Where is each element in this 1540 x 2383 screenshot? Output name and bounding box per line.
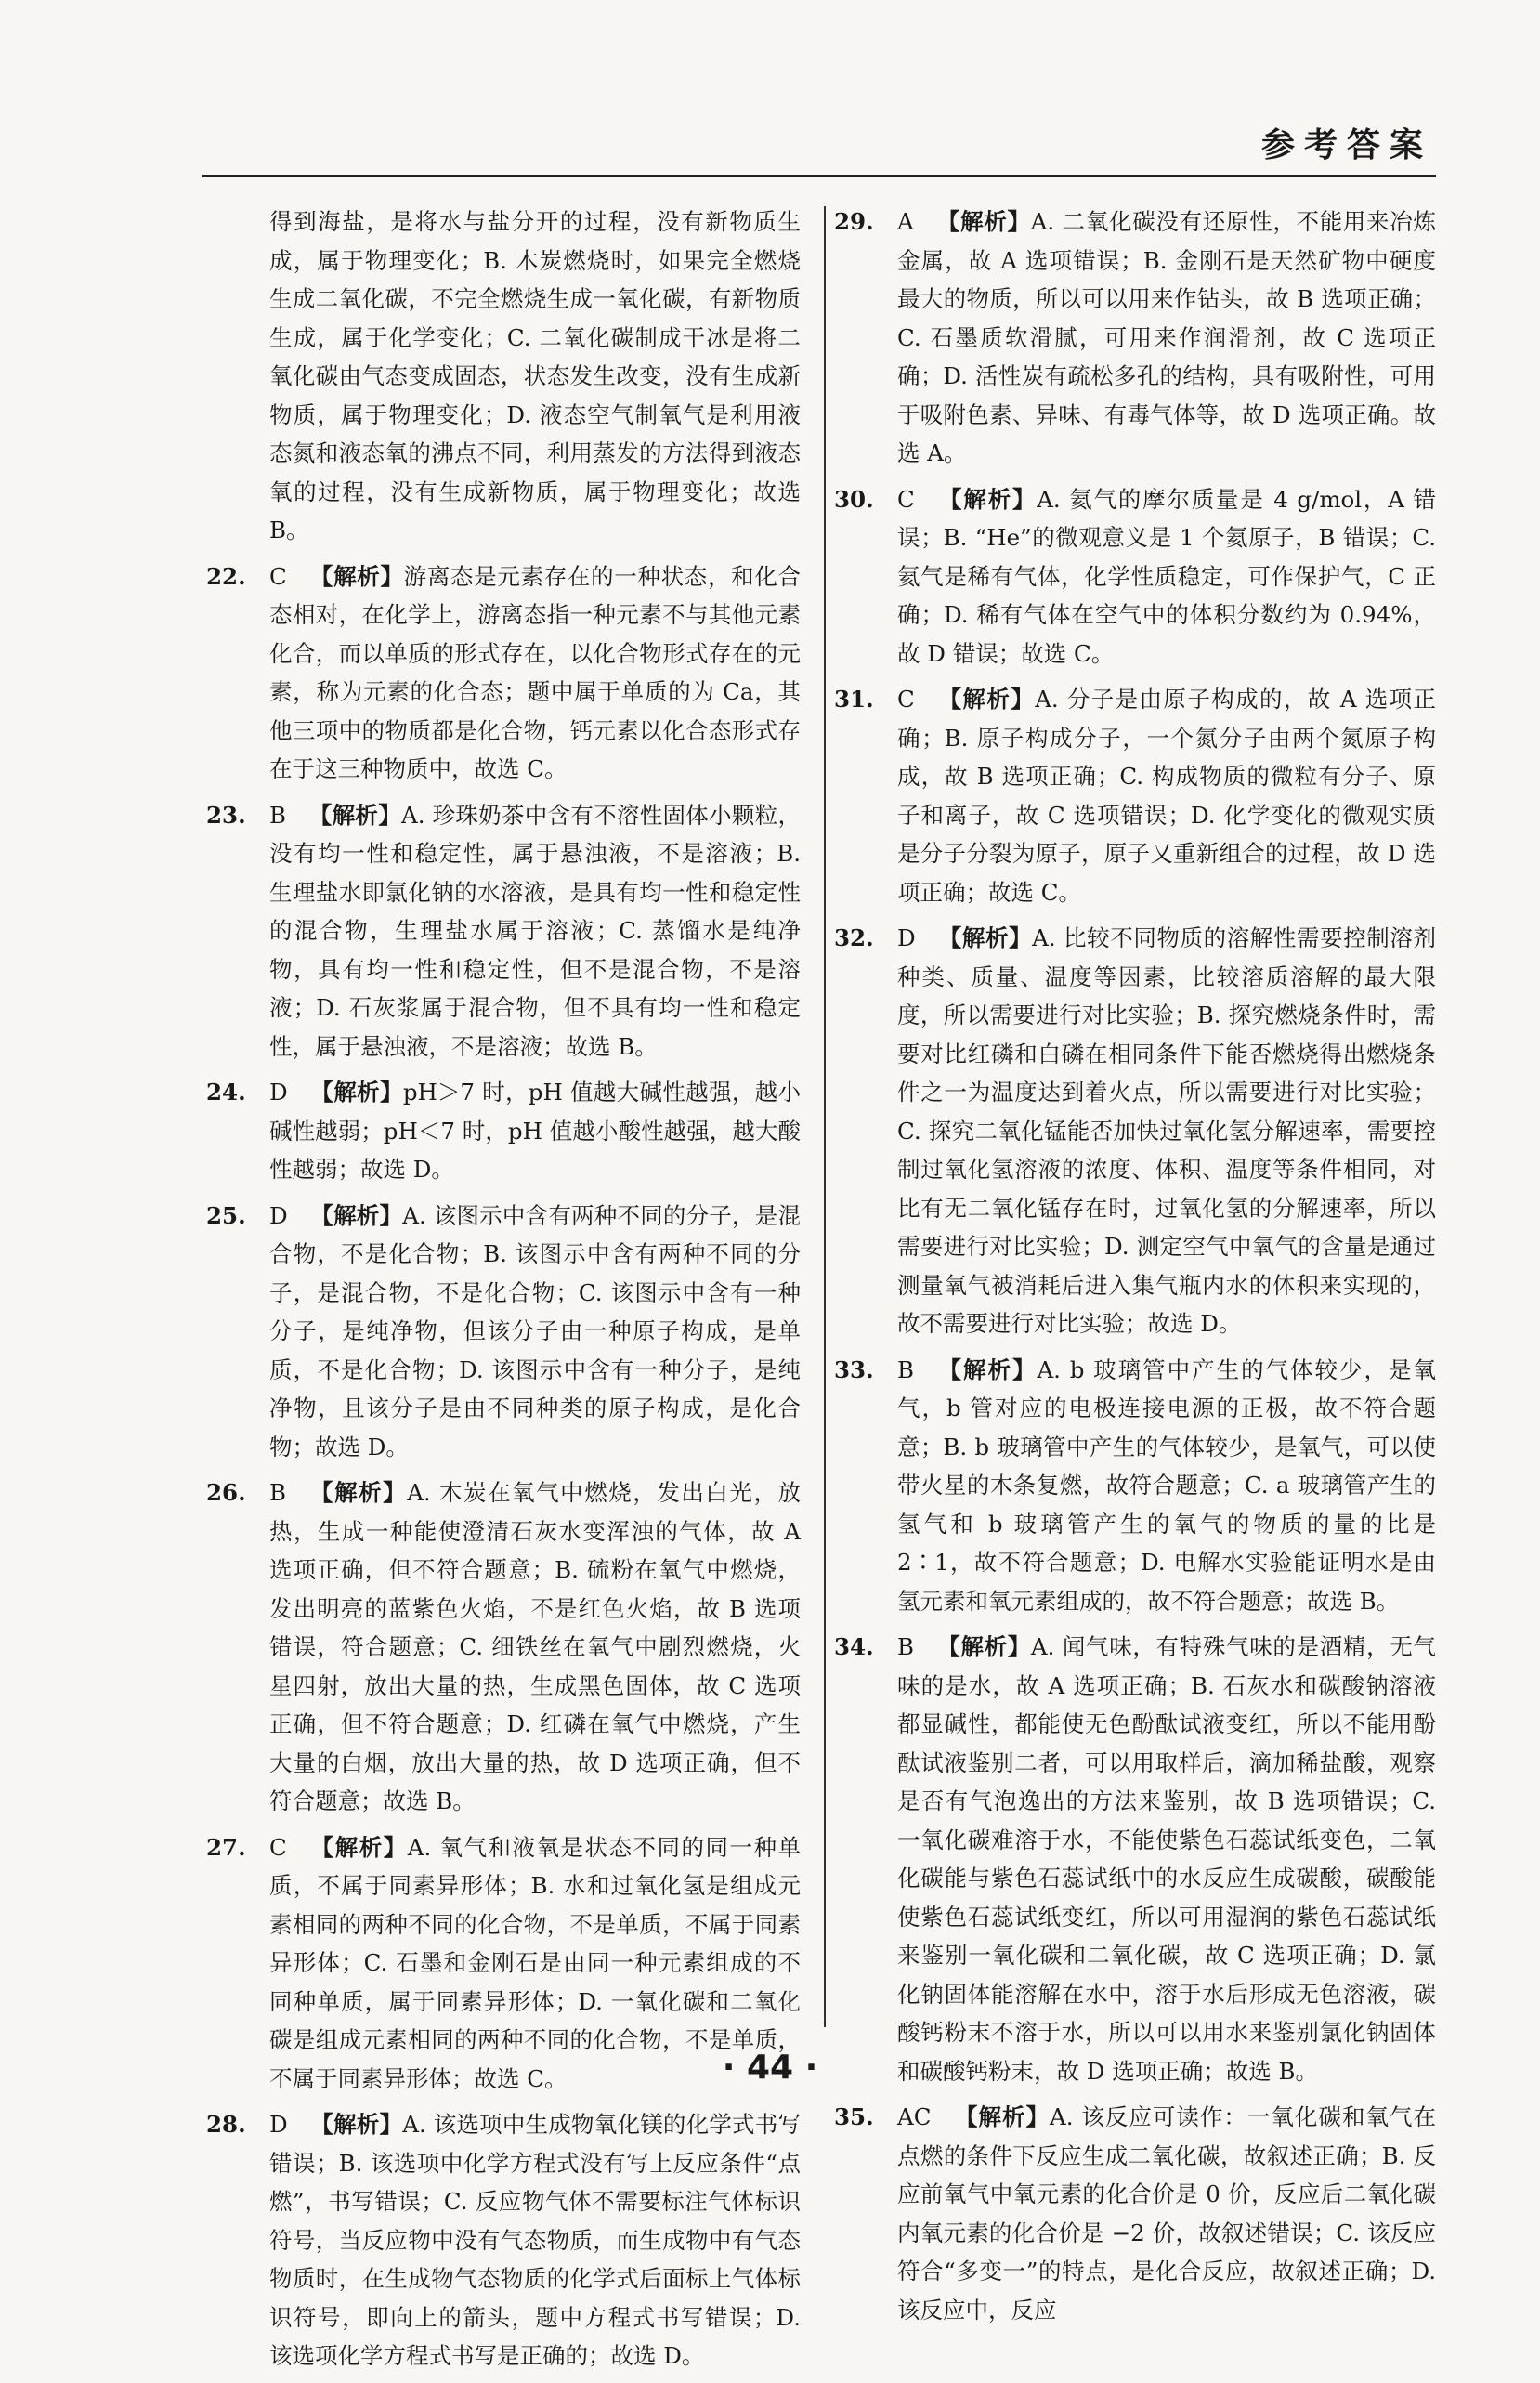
- answer-entry: [206, 796, 801, 1067]
- answer-choice: D: [269, 2111, 288, 2138]
- explanation-text: pH＞7 时，pH 值越大碱性越强，越小碱性越弱；pH＜7 时，pH 值越小酸性越强，越大酸性越弱；故选 D。: [269, 1079, 802, 1183]
- explanation-text: A. 该反应可读作：一氧化碳和氧气在点燃的条件下反应生成二氧化碳，故叙述正确；B. 反应前氧气中氧元素的化合价是 0 价，反应后二氧化碳内氧元素的化合价是 −2 价，故叙述错误；C. 该反应符合“多变一”的特点，是化合反应，故叙述正确；D. 该反应中，反应: [897, 2103, 1436, 2324]
- question-number: 26.: [206, 1479, 246, 1506]
- answer-choice: B: [269, 1479, 287, 1506]
- analysis-tag: 【解析】: [937, 485, 1038, 513]
- answer-choice: C: [269, 562, 287, 590]
- analysis-tag: 【解析】: [936, 1633, 1031, 1660]
- explanation-text: A. 氧气和液氧是状态不同的同一种单质，不属于同素异形体；B. 水和过氧化氢是组成元素相同的两种不同的化合物，不是单质，不属于同素异形体；C. 石墨和金刚石是由同一种元素组成的不同种单质，属于同素异形体；D. 一氧化碳和二氧化碳是组成元素相同的两种不同的化合物，不是单质，不属于同素异形体；故选 C。: [269, 1833, 801, 2092]
- answer-entry: [834, 1628, 1436, 2090]
- analysis-tag: 【解析】: [308, 801, 401, 829]
- question-number: 28.: [206, 2111, 246, 2138]
- right-column: [834, 203, 1436, 2337]
- answer-entry: [834, 480, 1436, 674]
- answer-entry: [206, 203, 801, 550]
- analysis-tag: 【解析】: [310, 2111, 403, 2138]
- explanation-text: A. 该选项中生成物氧化镁的化学式书写错误；B. 该选项中化学方程式没有写上反应条件“点燃”，书写错误；C. 反应物气体不需要标注气体标识符号，当反应物中没有气态物质，而生成物中有气态物质时，在生成物气态物质的化学式后面标上气体标识符号，即向上的箭头，题中方程式书写错误；D. 该选项化学方程式书写是正确的；故选 D。: [269, 2111, 801, 2369]
- question-number: 33.: [834, 1355, 874, 1383]
- answer-choice: C: [269, 1833, 287, 1861]
- analysis-tag: 【解析】: [309, 1833, 408, 1861]
- answer-entry: [206, 1073, 801, 1189]
- analysis-tag: 【解析】: [938, 924, 1033, 951]
- answer-entry: [834, 2098, 1436, 2329]
- answer-choice: AC: [897, 2103, 932, 2130]
- answer-entry: [206, 1197, 801, 1467]
- explanation-text: A. 二氧化碳没有还原性，不能用来冶炼金属，故 A 选项错误；B. 金刚石是天然矿物中硬度最大的物质，所以可以用来作钻头，故 B 选项正确；C. 石墨质软滑腻，可用来作润滑剂，故 C 选项正确；D. 活性炭有疏松多孔的结构，具有吸附性，可用于吸附色素、异味、有毒气体等，故 D 选项正确。故选 A。: [897, 208, 1436, 466]
- explanation-text: A. 比较不同物质的溶解性需要控制溶剂种类、质量、温度等因素，比较溶质溶解的最大限度，所以需要进行对比实验；B. 探究燃烧条件时，需要对比红磷和白磷在相同条件下能否燃烧得出燃烧条件之一为温度达到着火点，所以需要进行对比实验；C. 探究二氧化锰能否加快过氧化氢分解速率，需要控制过氧化氢溶液的浓度、体积、温度等条件相同，对比有无二氧化锰存在时，过氧化氢的分解速率，所以需要进行对比实验；D. 测定空气中氧气的含量是通过测量氧气被消耗后进入集气瓶内水的体积来实现的，故不需要进行对比实验；故选 D。: [897, 924, 1436, 1337]
- explanation-text: A. 分子是由原子构成的，故 A 选项正确；B. 原子构成分子，一个氮分子由两个氮原子构成，故 B 选项正确；C. 构成物质的微粒有分子、原子和离子，故 C 选项错误；D. 化学变化的微观实质是分子分裂为原子，原子又重新组合的过程，故 D 选项正确；故选 C。: [897, 686, 1436, 906]
- answer-choice: D: [269, 1201, 288, 1229]
- answer-choice: C: [897, 485, 915, 513]
- analysis-tag: 【解析】: [310, 1201, 403, 1229]
- analysis-tag: 【解析】: [936, 1355, 1038, 1383]
- explanation-text: A. 该图示中含有两种不同的分子，是混合物，不是化合物；B. 该图示中含有两种不同的分子，是混合物，不是化合物；C. 该图示中含有一种分子，是纯净物，但该分子由一种原子构成，是单质，不是化合物；D. 该图示中含有一种分子，是纯净物，且该分子是由不同种类的原子构成，是化合物；故选 D。: [269, 1201, 801, 1460]
- explanation-text: A. 珍珠奶茶中含有不溶性固体小颗粒，没有均一性和稳定性，属于悬浊液，不是溶液；B. 生理盐水即氯化钠的水溶液，是具有均一性和稳定性的混合物，生理盐水属于溶液；C. 蒸馏水是纯净物，具有均一性和稳定性，但不是混合物，不是溶液；D. 石灰浆属于混合物，但不具有均一性和稳定性，属于悬浊液，不是溶液；故选 B。: [269, 801, 801, 1060]
- answer-entry: [206, 557, 801, 789]
- answer-choice: A: [897, 208, 914, 235]
- answer-entry: [206, 2105, 801, 2376]
- explanation-text: 得到海盐，是将水与盐分开的过程，没有新物质生成，属于物理变化；B. 木炭燃烧时，如果完全燃烧生成二氧化碳，不完全燃烧生成一氧化碳，有新物质生成，属于化学变化；C. 二氧化碳制成干冰是将二氧化碳由气态变成固态，状态发生改变，没有生成新物质，属于物理变化；D. 液态空气制氧气是利用液态氮和液态氧的沸点不同，利用蒸发的方法得到液态氧的过程，没有生成新物质，属于物理变化；故选 B。: [269, 208, 801, 543]
- column-divider: [824, 206, 826, 2027]
- explanation-text: A. 木炭在氧气中燃烧，发出白光，放热，生成一种能使澄清石灰水变浑浊的气体，故 A 选项正确，但不符合题意；B. 硫粉在氧气中燃烧，发出明亮的蓝紫色火焰，不是红色火焰，故 B 选项错误，符合题意；C. 细铁丝在氧气中剧烈燃烧，火星四射，放出大量的热，生成黑色固体，故 C 选项正确，但不符合题意；D. 红磷在氧气中燃烧，产生大量的白烟，放出大量的热，故 D 选项正确，但不符合题意；故选 B。: [269, 1479, 801, 1814]
- question-number: 35.: [834, 2103, 874, 2130]
- answer-choice: D: [269, 1079, 288, 1106]
- question-number: 24.: [206, 1079, 246, 1106]
- answer-entry: [834, 1351, 1436, 1621]
- question-number: 27.: [206, 1833, 246, 1861]
- question-number: 31.: [834, 686, 874, 713]
- header-rule: [202, 175, 1436, 177]
- answer-entry: [206, 1473, 801, 1821]
- analysis-tag: 【解析】: [936, 208, 1031, 235]
- question-number: 25.: [206, 1201, 246, 1229]
- question-number: 34.: [834, 1633, 874, 1660]
- analysis-tag: 【解析】: [953, 2103, 1051, 2130]
- explanation-text: A. 氦气的摩尔质量是 4 g/mol，A 错误；B. “He”的微观意义是 1 个氦原子，B 错误；C. 氦气是稀有气体，化学性质稳定，可作保护气，C 正确；D. 稀有气体在空气中的体积分数约为 0.94%，故 D 错误；故选 C。: [897, 485, 1436, 667]
- question-number: 30.: [834, 485, 874, 513]
- explanation-text: A. b 玻璃管中产生的气体较少，是氧气，b 管对应的电极连接电源的正极，故不符合题意；B. b 玻璃管中产生的气体较少，是氧气，可以使带火星的木条复燃，故符合题意；C. a 玻璃管产生的氢气和 b 玻璃管产生的氧气的物质的量的比是 2∶1，故不符合题意；D. 电解水实验能证明水是由氢元素和氧元素组成的，故不符合题意；故选 B。: [897, 1355, 1436, 1615]
- analysis-tag: 【解析】: [310, 1079, 403, 1106]
- page-number: · 44 ·: [722, 2049, 818, 2087]
- answer-choice: B: [897, 1633, 915, 1660]
- question-number: 32.: [834, 924, 874, 951]
- answer-entry: [834, 680, 1436, 911]
- explanation-text: A. 闻气味，有特殊气味的是酒精，无气味的是水，故 A 选项正确；B. 石灰水和碳酸钠溶液都显碱性，都能使无色酚酞试液变红，所以不能用酚酞试液鉴别二者，可以用取样后，滴加稀盐酸，观察是否有气泡逸出的方法来鉴别，故 B 选项错误；C. 一氧化碳难溶于水，不能使紫色石蕊试纸变色，二氧化碳能与紫色石蕊试纸中的水反应生成碳酸，碳酸能使紫色石蕊试纸变红，所以可用湿润的紫色石蕊试纸来鉴别一氧化碳和二氧化碳，故 C 选项正确；D. 氯化钠固体能溶解在水中，溶于水后形成无色溶液，碳酸钙粉末不溶于水，所以可以用水来鉴别氯化钠固体和碳酸钙粉末，故 D 选项正确；故选 B。: [897, 1633, 1436, 2085]
- page-header-title: 参考答案: [1260, 126, 1432, 164]
- analysis-tag: 【解析】: [308, 1479, 408, 1506]
- answer-entry: [834, 203, 1436, 473]
- answer-choice: D: [897, 924, 916, 951]
- answer-choice: B: [897, 1355, 915, 1383]
- question-number: 23.: [206, 801, 246, 829]
- answer-choice: B: [269, 801, 287, 829]
- answer-choice: C: [897, 686, 915, 713]
- question-number: 22.: [206, 562, 246, 590]
- analysis-tag: 【解析】: [937, 686, 1036, 713]
- answer-entry: [834, 919, 1436, 1343]
- analysis-tag: 【解析】: [309, 562, 404, 590]
- explanation-text: 游离态是元素存在的一种状态，和化合态相对，在化学上，游离态指一种元素不与其他元素化合，而以单质的形式存在，以化合物形式存在的元素，称为元素的化合态；题中属于单质的为 Ca，其他三项中的物质都是化合物，钙元素以化合态形式存在于这三种物质中，故选 C。: [269, 562, 802, 782]
- question-number: 29.: [834, 208, 874, 235]
